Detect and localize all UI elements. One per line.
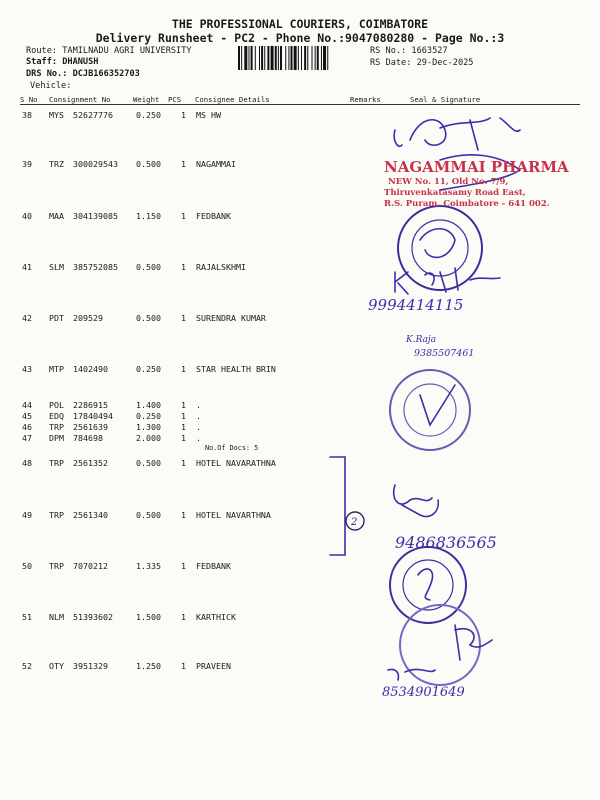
row-pcs: 1 [181,510,186,520]
row-weight: 2.000 [136,433,161,443]
stamp-line2: Thiruvenkatasamy Road East, [384,188,526,198]
round-stamp [390,547,466,623]
row-weight: 0.250 [136,364,161,374]
staff-label: Staff: DHANUSH [26,57,99,67]
row-sno: 50 [22,561,32,571]
row-weight: 1.400 [136,400,161,410]
stamp-line1: NEW No. 11, Old No. 7/9, [388,177,509,187]
signature-mark [395,268,500,294]
row-consignment-no: 2286915 [73,400,108,410]
row-sno: 49 [22,510,32,520]
row-pcs: 1 [181,159,186,169]
rs-date: RS Date: 29-Dec-2025 [370,58,474,68]
row-weight: 0.500 [136,313,161,323]
row-pcs: 1 [181,364,186,374]
row-sno: 39 [22,159,32,169]
row-weight: 0.500 [136,458,161,468]
row-consignee: FEDBANK [196,561,231,571]
round-stamp [390,370,470,450]
signature-mark [440,155,520,190]
row-prefix: POL [49,400,64,410]
row-pcs: 1 [181,433,186,443]
col-weight: Weight [133,95,160,104]
row-consignment-no: 51393602 [73,612,113,622]
row-prefix: TRP [49,561,64,571]
signature-mark [420,229,455,258]
company-title: THE PROFESSIONAL COURIERS, COIMBATORE [171,17,429,31]
handwritten-phone: 9385507461 [414,348,475,359]
row-consignee: . [196,400,201,410]
drs-number: DRS No.: DCJB166352703 [26,69,140,79]
row-prefix: TRZ [49,159,64,169]
row-sno: 46 [22,422,32,432]
row-sno: 44 [22,400,32,410]
row-pcs: 1 [181,400,186,410]
round-stamp [398,206,482,290]
vehicle-label: Vehicle: [30,81,72,91]
col-remarks: Remarks [350,95,381,104]
row-sno: 51 [22,612,32,622]
row-consignee: HOTEL NAVARTHNA [196,510,271,520]
row-pcs: 1 [181,422,186,432]
row-pcs: 1 [181,458,186,468]
row-consignee: RAJALSKHMI [196,262,246,272]
row-consignment-no: 385752085 [73,262,118,272]
row-prefix: NLM [49,612,64,622]
round-stamp [400,605,480,685]
barcode [238,46,364,70]
row-consignment-no: 2561352 [73,458,108,468]
row-consignment-no: 784698 [73,433,103,443]
row-sno: 38 [22,110,32,120]
row-consignee: . [196,422,201,432]
row-pcs: 1 [181,211,186,221]
stamp-name: NAGAMMAI PHARMA [384,158,569,176]
row-weight: 1.300 [136,422,161,432]
row-consignment-no: 2561340 [73,510,108,520]
row-pcs: 1 [181,661,186,671]
row-consignment-no: 17840494 [73,411,113,421]
row-pcs: 1 [181,612,186,622]
header-rule [20,104,580,105]
col-sno: S No [20,95,38,104]
col-pcs: PCS [168,95,182,104]
row-sno: 41 [22,262,32,272]
row-consignee: NAGAMMAI [196,159,236,169]
row-sno: 48 [22,458,32,468]
rs-number: RS No.: 1663527 [370,46,448,56]
row-consignment-no: 3951329 [73,661,108,671]
row-consignment-no: 209529 [73,313,103,323]
row-prefix: MAA [49,211,64,221]
row-weight: 1.500 [136,612,161,622]
row-pcs: 1 [181,411,186,421]
row-consignment-no: 304139085 [73,211,118,221]
row-consignee: MS HW [196,110,221,120]
row-consignee: SURENDRA KUMAR [196,313,266,323]
row-weight: 0.250 [136,110,161,120]
row-sno: 43 [22,364,32,374]
col-seal: Seal & Signature [410,95,481,104]
row-consignment-no: 1402490 [73,364,108,374]
handwritten-phone: 9994414115 [368,296,464,314]
circled-number: 2 [351,517,358,528]
runsheet-subtitle: Delivery Runsheet - PC2 - Phone No.:9047080280 - Page No.:3 [95,31,505,45]
row-consignment-no: 7070212 [73,561,108,571]
row-weight: 1.335 [136,561,161,571]
row-weight: 0.250 [136,411,161,421]
row-prefix: MTP [49,364,64,374]
handwritten-phone: 8534901649 [382,685,465,700]
row-consignee: KARTHICK [196,612,236,622]
row-pcs: 1 [181,262,186,272]
row-prefix: TRP [49,422,64,432]
row-consignee: STAR HEALTH BRIN [196,364,276,374]
signature-mark [418,569,433,600]
row-sno: 45 [22,411,32,421]
col-consignment: Consignment No [49,95,111,104]
row-consignment-no: 300029543 [73,159,118,169]
row-weight: 0.500 [136,262,161,272]
row-sno: 42 [22,313,32,323]
stamp-line3: R.S. Puram, Coimbatore - 641 002. [384,199,550,209]
row-consignee: HOTEL NAVARATHNA [196,458,276,468]
row-consignee: PRAVEEN [196,661,231,671]
row-prefix: EDQ [49,411,64,421]
route-label: Route: TAMILNADU AGRI UNIVERSITY [26,46,192,56]
row-consignee: . [196,433,201,443]
group-doc-count: No.Of Docs: 5 [205,444,259,452]
signature-mark [394,118,520,150]
row-prefix: SLM [49,262,64,272]
signature-mark [420,385,455,425]
row-weight: 1.250 [136,661,161,671]
row-pcs: 1 [181,110,186,120]
row-prefix: TRP [49,458,64,468]
bracket-mark [330,457,345,555]
row-consignee: FEDBANK [196,211,231,221]
row-consignee: . [196,411,201,421]
row-consignment-no: 2561639 [73,422,108,432]
signature-mark [394,485,439,517]
row-prefix: TRP [49,510,64,520]
row-prefix: DPM [49,433,64,443]
row-pcs: 1 [181,313,186,323]
row-prefix: MYS [49,110,64,120]
handwritten-phone: 9486836565 [395,533,497,552]
col-consignee: Consignee Details [195,95,270,104]
row-prefix: PDT [49,313,64,323]
row-weight: 1.150 [136,211,161,221]
row-weight: 0.500 [136,510,161,520]
circled-note [346,512,364,530]
signature-mark [455,625,492,660]
row-sno: 47 [22,433,32,443]
handwritten-name: K.Raja [406,335,437,345]
row-sno: 40 [22,211,32,221]
row-prefix: OTY [49,661,64,671]
row-pcs: 1 [181,561,186,571]
row-weight: 0.500 [136,159,161,169]
row-sno: 52 [22,661,32,671]
signature-mark [388,669,435,680]
row-consignment-no: 52627776 [73,110,113,120]
